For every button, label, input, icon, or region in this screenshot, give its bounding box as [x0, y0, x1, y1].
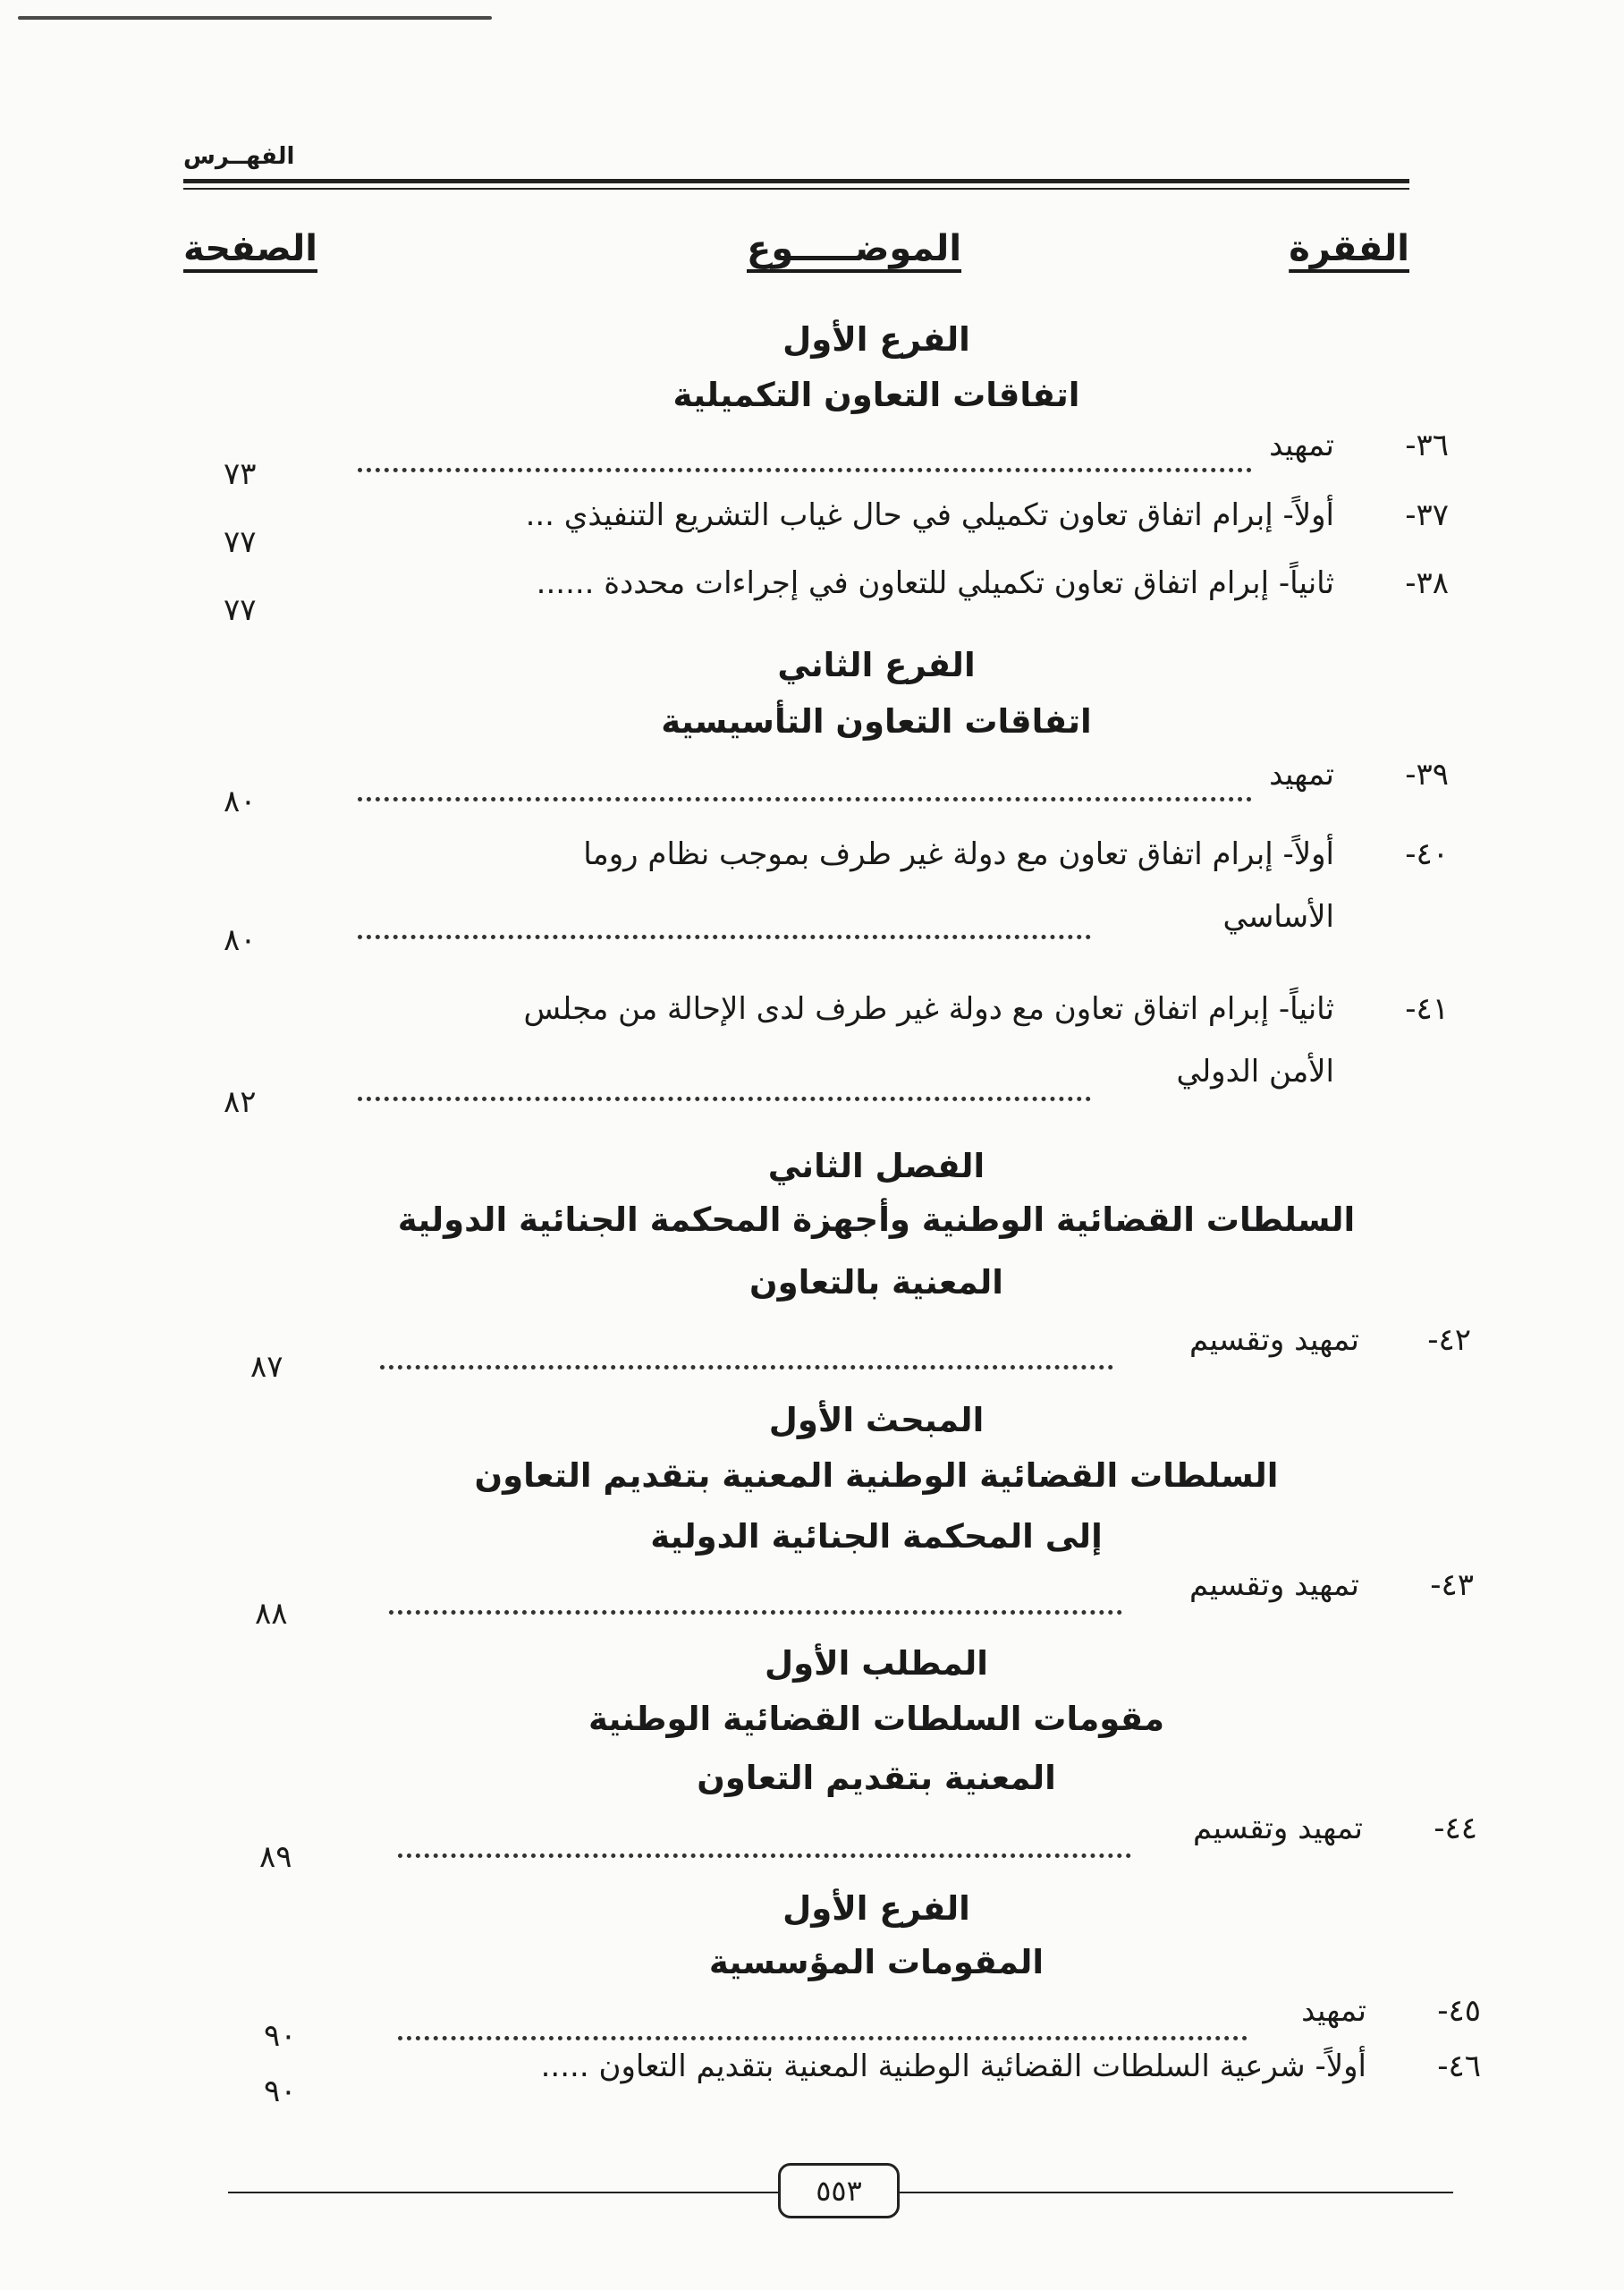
dot-leader — [358, 935, 1091, 939]
entry-text-continued: الأساسي — [1222, 899, 1334, 935]
entry-page: ٩٠ — [264, 2074, 297, 2109]
section-heading: الفرع الأول — [782, 1889, 970, 1928]
toc-entry[interactable] — [215, 1811, 1477, 1875]
chapter-heading: المعنية بالتعاون — [749, 1263, 1003, 1302]
entry-text: تمهيد وتقسيم — [1188, 1322, 1359, 1358]
section-heading: السلطات القضائية الوطنية المعنية بتقديم التعاون — [474, 1456, 1279, 1495]
entry-page: ٨٧ — [250, 1349, 283, 1385]
entry-text: أولاً- إبرام اتفاق تعاون تكميلي في حال غياب التشريع التنفيذي ... — [525, 497, 1334, 533]
running-title: الفهــرس — [183, 143, 295, 170]
entry-text: ثانياً- إبرام اتفاق تعاون تكميلي للتعاون في إجراءات محددة ...... — [536, 565, 1334, 601]
entry-number: ٣٨- — [1405, 565, 1449, 601]
toc-entry[interactable] — [215, 757, 1449, 819]
entry-number: ٤١- — [1405, 991, 1449, 1027]
paragraph-column-header: الفقرة — [1289, 228, 1409, 269]
entry-text: تمهيد وتقسيم — [1192, 1811, 1363, 1846]
entry-page: ٩٠ — [264, 2018, 297, 2054]
topic-column-header: الموضـــــوع — [747, 228, 962, 269]
toc-entry[interactable] — [215, 1567, 1474, 1632]
dot-leader — [380, 1365, 1113, 1370]
entry-text: أولاً- إبرام اتفاق تعاون مع دولة غير طرف بموجب نظام روما — [583, 836, 1334, 872]
dot-leader — [398, 1853, 1131, 1858]
chapter-heading: الفصل الثاني — [767, 1147, 985, 1185]
dot-leader — [358, 797, 1252, 802]
toc-entry[interactable] — [215, 836, 1449, 958]
section-heading: المطلب الأول — [765, 1644, 988, 1683]
entry-text: تمهيد — [1269, 428, 1334, 463]
chapter-heading: السلطات القضائية الوطنية وأجهزة المحكمة الجنائية الدولية — [397, 1200, 1356, 1239]
entry-text: تمهيد — [1269, 757, 1334, 793]
dot-leader — [358, 468, 1252, 472]
toc-entry[interactable] — [215, 1322, 1471, 1385]
dot-leader — [389, 1610, 1122, 1615]
toc-entry[interactable] — [215, 565, 1449, 628]
page-number-box: ٥٥٣ — [778, 2163, 900, 2218]
entry-number: ٤٤- — [1434, 1811, 1477, 1846]
entry-number: ٣٧- — [1405, 497, 1449, 533]
section-heading: المبحث الأول — [768, 1401, 985, 1439]
page-column-header: الصفحة — [183, 228, 318, 269]
entry-text: تمهيد وتقسيم — [1188, 1567, 1359, 1603]
entry-number: ٤٢- — [1427, 1322, 1471, 1358]
entry-number: ٤٣- — [1430, 1567, 1474, 1603]
toc-entry[interactable] — [215, 2048, 1481, 2109]
entry-page: ٨٠ — [224, 922, 257, 958]
toc-entry[interactable] — [215, 497, 1449, 560]
toc-entry[interactable] — [215, 991, 1449, 1120]
section-heading: اتفاقات التعاون التأسيسية — [661, 702, 1092, 741]
entry-page: ٧٣ — [224, 456, 257, 492]
toc-entry[interactable] — [215, 428, 1449, 492]
toc-entry[interactable] — [215, 1993, 1481, 2054]
entry-page: ٨٨ — [255, 1596, 288, 1632]
entry-number: ٣٦- — [1405, 428, 1449, 463]
entry-number: ٤٥- — [1437, 1993, 1481, 2029]
entry-page: ٨٢ — [224, 1084, 257, 1120]
section-heading: المعنية بتقديم التعاون — [697, 1759, 1056, 1797]
entry-text: أولاً- شرعية السلطات القضائية الوطنية المعنية بتقديم التعاون ..... — [540, 2048, 1366, 2084]
section-heading: المقومات المؤسسية — [708, 1943, 1045, 1981]
entry-text: تمهيد — [1301, 1993, 1366, 2029]
entry-number: ٤٠- — [1405, 836, 1449, 872]
entry-page: ٨٩ — [259, 1839, 292, 1875]
section-heading: مقومات السلطات القضائية الوطنية — [588, 1700, 1165, 1738]
section-heading: الفرع الأول — [782, 320, 970, 359]
dot-leader — [398, 2036, 1248, 2040]
section-heading: اتفاقات التعاون التكميلية — [672, 376, 1080, 414]
entry-page: ٧٧ — [224, 524, 257, 560]
dot-leader — [358, 1097, 1091, 1101]
entry-page: ٨٠ — [224, 784, 257, 819]
section-heading: الفرع الثاني — [777, 646, 976, 684]
entry-page: ٧٧ — [224, 592, 257, 628]
entry-text: ثانياً- إبرام اتفاق تعاون مع دولة غير طرف لدى الإحالة من مجلس — [523, 991, 1334, 1027]
entry-text-continued: الأمن الدولي — [1176, 1054, 1334, 1090]
section-heading: إلى المحكمة الجنائية الدولية — [650, 1517, 1103, 1556]
entry-number: ٣٩- — [1405, 757, 1449, 793]
entry-number: ٤٦- — [1437, 2048, 1481, 2084]
